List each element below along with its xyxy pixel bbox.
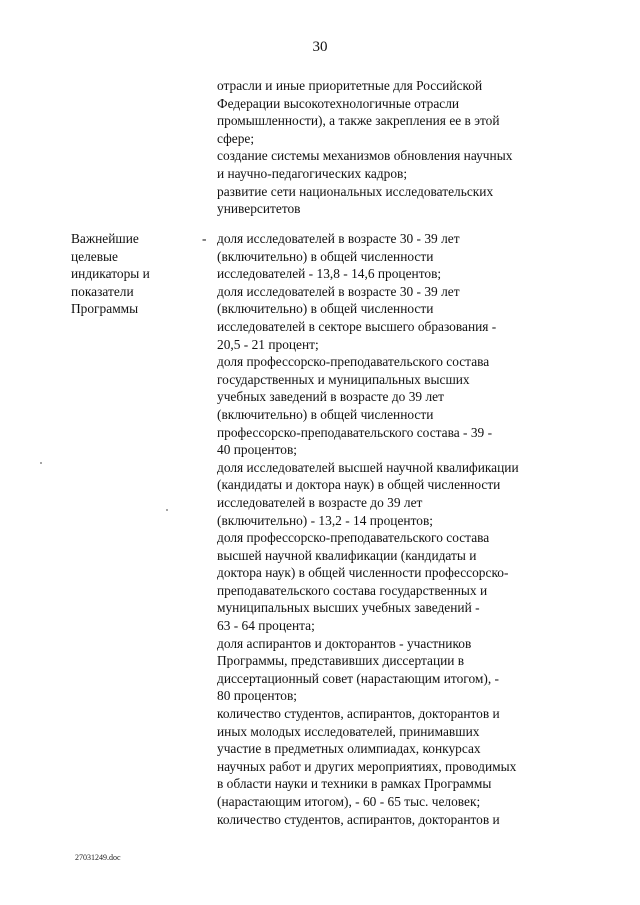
text-line: количество студентов, аспирантов, докторантов и [217, 811, 500, 827]
section-dash: - [202, 231, 207, 246]
text-line: профессорско-преподавательского состава - 39 - [217, 424, 493, 440]
text-line: сфере; [217, 130, 255, 146]
text-line: исследователей - 13,8 - 14,6 процентов; [217, 266, 442, 282]
text-line: учебных заведений в возрасте до 39 лет [217, 389, 444, 405]
text-line: муниципальных высших учебных заведений - [217, 600, 480, 616]
text-line: диссертационный совет (нарастающим итогом), - [217, 670, 499, 686]
section-label [71, 230, 191, 318]
text-line: 63 - 64 процента; [217, 618, 315, 634]
file-name-footer: 27031249.doc [75, 853, 121, 862]
text-line: участие в предметных олимпиадах, конкурсах [217, 741, 481, 757]
scan-speck [40, 462, 42, 464]
text-line: иных молодых исследователей, принимавших [217, 723, 480, 739]
text-line: университетов [217, 201, 301, 217]
text-line: высшей научной квалификации (кандидаты и [217, 547, 477, 563]
text-line: Федерации высокотехнологичные отрасли [217, 95, 460, 111]
text-line: (включительно) в общей численности [217, 301, 434, 317]
text-line: (включительно) в общей численности [217, 406, 434, 422]
text-line: 80 процентов; [217, 688, 297, 704]
text-line: 40 процентов; [217, 442, 297, 458]
text-line: доля аспирантов и докторантов - участников [217, 635, 472, 651]
text-line: и научно-педагогических кадров; [217, 165, 408, 181]
section-label-line: целевые [71, 248, 118, 264]
indicators-text-block [217, 230, 577, 828]
text-line: количество студентов, аспирантов, докторантов и [217, 706, 500, 722]
text-line: Программы, представивших диссертации в [217, 653, 465, 669]
text-line: (кандидаты и доктора наук) в общей численности [217, 477, 501, 493]
section-label-line: показатели [71, 283, 134, 299]
text-line: 20,5 - 21 процент; [217, 336, 319, 352]
text-line: (нарастающим итогом), - 60 - 65 тыс. человек; [217, 794, 481, 809]
text-line: развитие сети национальных исследовательских [217, 183, 494, 199]
text-line: доля исследователей в возрасте 30 - 39 лет [217, 283, 460, 299]
text-line: (включительно) - 13,2 - 14 процентов; [217, 512, 433, 528]
text-line: исследователей в секторе высшего образования - [217, 318, 497, 334]
text-line: отрасли и иные приоритетные для Российской [217, 78, 483, 93]
section-label-line: Программы [71, 301, 139, 317]
text-line: создание системы механизмов обновления научных [217, 148, 513, 164]
text-line: доля профессорско-преподавательского состава [217, 530, 490, 546]
text-line: промышленности), а также закрепления ее в этой [217, 113, 500, 129]
section-label-line: Важнейшие [71, 231, 139, 246]
text-line: в области науки и техники в рамках Программы [217, 776, 492, 792]
text-line: государственных и муниципальных высших [217, 371, 470, 387]
scan-speck [166, 509, 168, 511]
page-number: 30 [312, 39, 328, 55]
text-line: (включительно) в общей численности [217, 248, 434, 264]
text-line: преподавательского состава государственных и [217, 582, 488, 598]
text-line: доктора наук) в общей численности профессорско- [217, 565, 509, 581]
section-label-line: индикаторы и [71, 266, 150, 282]
text-line: доля исследователей высшей научной квалификации [217, 459, 519, 475]
continued-text-block [217, 77, 557, 218]
text-line: научных работ и других мероприятиях, проводимых [217, 758, 517, 774]
text-line: доля профессорско-преподавательского состава [217, 354, 490, 370]
text-line: доля исследователей в возрасте 30 - 39 лет [217, 231, 460, 246]
text-line: исследователей в возрасте до 39 лет [217, 494, 423, 510]
